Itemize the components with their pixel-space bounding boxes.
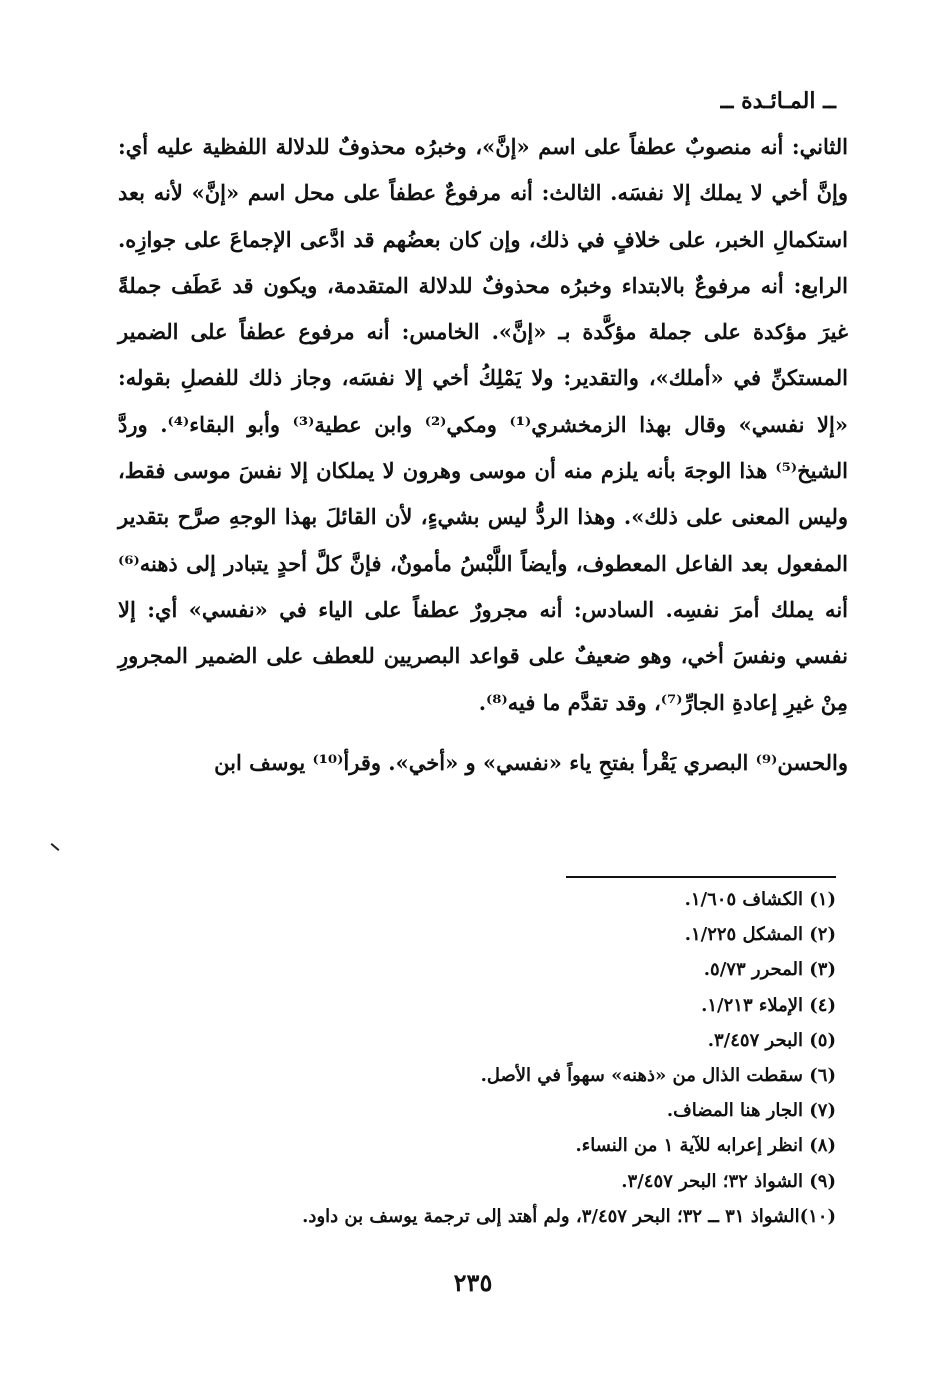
footnote: (٩) الشواذ ٣٢؛ البحر ٣/٤٥٧.	[621, 1170, 836, 1192]
footnote: (٦) سقطت الذال من «ذهنه» سهواً في الأصل.	[480, 1065, 836, 1087]
footnote: (٥) البحر ٣/٤٥٧.	[707, 1029, 836, 1051]
stray-mark	[51, 843, 60, 851]
footnote: (٧) الجار هنا المضاف.	[666, 1100, 836, 1122]
footnote: (٢) المشكل ١/٢٢٥.	[684, 924, 836, 946]
main-text	[118, 124, 848, 786]
footnote: (٤) الإملاء ١/٢١٣.	[701, 994, 836, 1016]
paragraph-2: والحسن⁽⁹⁾ البصري يَقْرأ بفتحِ ياء «نفسي» و «أخي». وقرأ⁽¹⁰⁾ يوسف ابن	[214, 749, 848, 775]
paragraph-1: الثاني: أنه منصوبٌ عطفاً على اسم «إنَّ»، وخبرُه محذوفٌ للدلالة اللفظية عليه أي: وإنَّ أخي لا يملك إلا نفسَه. الثالث: أنه مرفوعٌ عطفاً على محل اسم «إنَّ» لأنه بعد استكمالِ الخبر، على خلافٍ في ذلك، وإن كان بعضُهم قد ادَّعى الإجماعَ على جوازِه. الرابع: أنه مرفوعٌ بالابتداء وخبرُه محذوفٌ للدلالة المتقدمة، ويكون قد عَطَف جملةً غيرَ مؤكدة على جملة مؤكَّدة بـ «إنَّ». الخامس: أنه مرفوع عطفاً على الضمير المستكنِّ في «أملك»، والتقدير: ولا يَمْلِكُ أخي إلا نفسَه، وجاز ذلك للفصلِ بقوله: «إلا نفسي» وقال بهذا الزمخشري⁽¹⁾ ومكي⁽²⁾ وابن عطية⁽³⁾ وأبو البقاء⁽⁴⁾. وردَّ الشيخ⁽⁵⁾ هذا الوجهَ بأنه يلزم منه أن موسى وهرون لا يملكان إلا نفسَ موسى فقط، وليس المعنى على ذلك». وهذا الردُّ ليس بشيءٍ، لأن القائلَ بهذا الوجهِ صرَّح بتقدير المفعول بعد الفاعل المعطوف، وأيضاً اللَّبْسُ مأمونٌ، فإنَّ كلَّ أحدٍ يتبادر إلى ذهنه⁽⁶⁾ أنه يملك أمرَ نفسِه. السادس: أنه مجرورٌ عطفاً على الياء في «نفسي» أي: إلا نفسي ونفسَ أخي، وهو ضعيفٌ على قواعد البصريين للعطف على الضمير المجرورِ مِنْ غيرِ إعادةِ الجارِّ⁽⁷⁾، وقد تقدَّم ما فيه⁽⁸⁾.	[118, 134, 848, 715]
footnote-separator	[566, 876, 836, 878]
footnote: (١٠)الشواذ ٣١ ــ ٣٢؛ البحر ٣/٤٥٧، ولم أهتد إلى ترجمة يوسف بن داود.	[302, 1205, 836, 1227]
page-number: ٢٣٥	[453, 1268, 493, 1297]
footnote: (١) الكشاف ١/٦٠٥.	[684, 889, 836, 910]
footnote: (٨) انظر إعرابه للآية ١ من النساء.	[575, 1135, 836, 1157]
footnote: (٣) المحرر ٥/٧٣.	[703, 959, 836, 981]
running-header: ــ المـائـدة ــ	[720, 88, 836, 114]
footnotes-list	[216, 882, 836, 1234]
